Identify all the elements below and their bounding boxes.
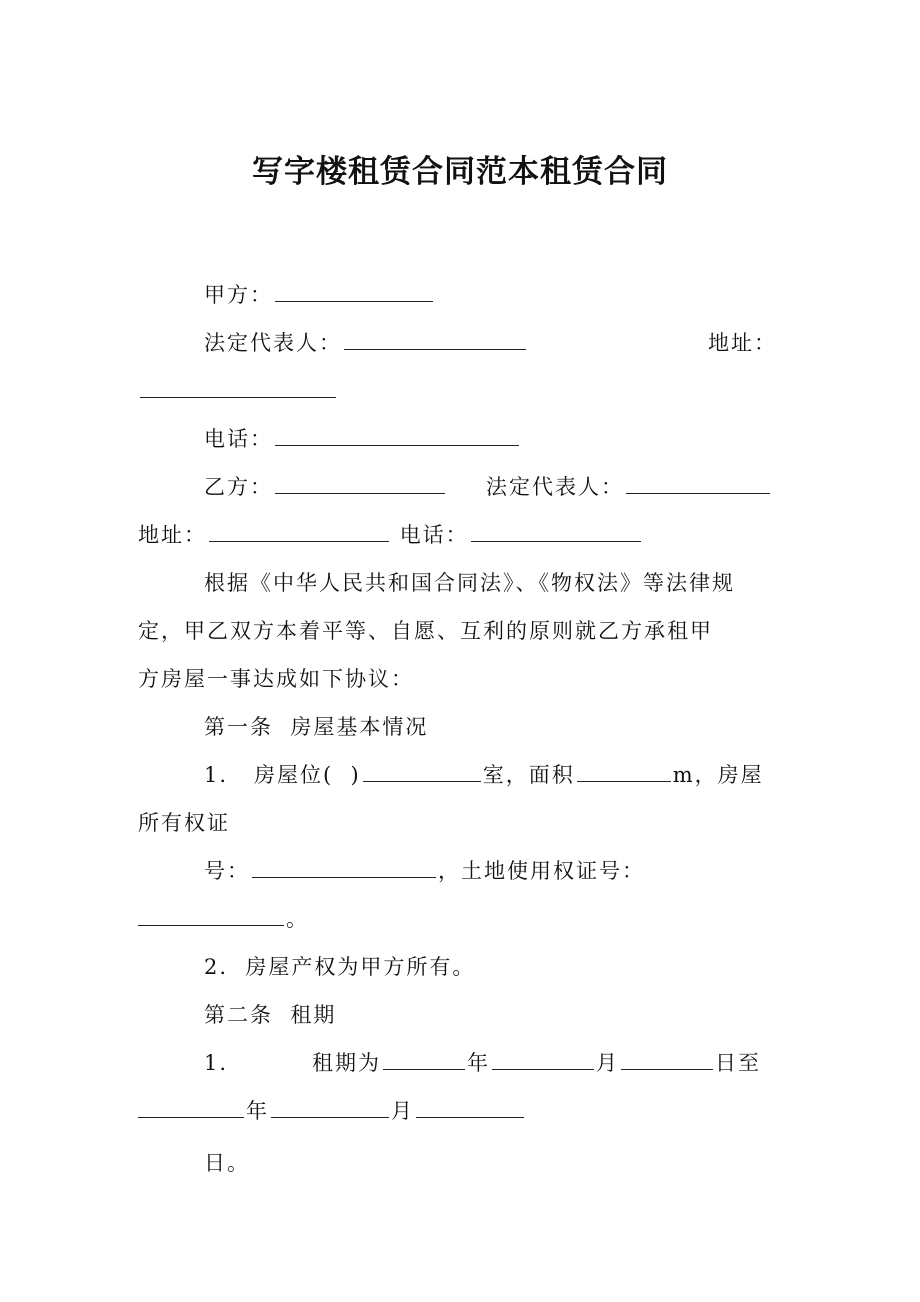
article-2-heading: 第二条 租期 xyxy=(204,1003,337,1027)
start-year-label: 年 xyxy=(467,1051,490,1075)
phone-a-blank xyxy=(275,424,519,446)
legal-rep-a-label: 法定代表人： xyxy=(204,331,342,355)
end-day-blank xyxy=(416,1096,524,1118)
article-1-heading: 第一条 房屋基本情况 xyxy=(204,715,429,739)
end-year-label: 年 xyxy=(246,1099,269,1123)
certificate-no-label: 号： xyxy=(204,859,250,883)
legal-rep-b-blank xyxy=(626,472,770,494)
phone-a-label: 电话： xyxy=(204,427,273,451)
address-a-label-line xyxy=(708,328,777,358)
phone-a-line xyxy=(204,424,521,454)
article-2-item-1-line-2 xyxy=(138,1096,526,1126)
start-month-blank xyxy=(492,1048,594,1070)
end-year-blank xyxy=(138,1096,244,1118)
article-1-item-1-line-4 xyxy=(138,904,309,934)
article-1-item-1 xyxy=(204,760,228,790)
party-b-label: 乙方： xyxy=(204,475,273,499)
land-cert-blank xyxy=(138,904,284,926)
start-month-label: 月 xyxy=(596,1051,619,1075)
land-cert-label: ，土地使用权证号： xyxy=(438,859,645,883)
address-a-blank-line xyxy=(138,376,338,406)
legal-rep-b-label: 法定代表人： xyxy=(486,475,624,499)
address-a-blank xyxy=(140,376,336,398)
start-day-to-label: 日至 xyxy=(715,1051,761,1075)
article-1-item-1-number: 1. xyxy=(204,763,229,787)
party-a-line xyxy=(204,280,435,310)
certificate-no-blank xyxy=(252,856,436,878)
article-2-item-1-line-3: 日。 xyxy=(204,1151,250,1175)
phone-b-label: 电话： xyxy=(399,523,469,547)
house-location-label: 房屋位( ) xyxy=(254,763,361,787)
preamble-line-1: 根据《中华人民共和国合同法》、《物权法》等法律规 xyxy=(204,571,735,595)
start-day-blank xyxy=(621,1048,713,1070)
start-year-blank xyxy=(383,1048,465,1070)
land-cert-end: 。 xyxy=(286,907,309,931)
room-blank xyxy=(363,760,481,782)
lease-term-label: 租期为 xyxy=(312,1051,381,1075)
legal-rep-a-blank xyxy=(344,328,526,350)
end-month-blank xyxy=(271,1096,389,1118)
document-title: 写字楼租赁合同范本租赁合同 xyxy=(252,154,668,190)
address-b-line xyxy=(138,520,643,550)
legal-rep-b-line xyxy=(486,472,772,502)
address-a-label: 地址： xyxy=(708,331,777,355)
article-1-item-1-text xyxy=(254,760,764,790)
article-1-item-1-line-3 xyxy=(204,856,645,886)
address-b-label: 地址： xyxy=(138,523,207,547)
article-1-item-2: 2. 房屋产权为甲方所有。 xyxy=(204,955,476,979)
area-label: 室，面积 xyxy=(482,763,575,787)
party-a-blank xyxy=(275,280,433,302)
party-b-line xyxy=(204,472,447,502)
end-month-label: 月 xyxy=(391,1099,414,1123)
preamble-line-3: 方房屋一事达成如下协议： xyxy=(138,667,414,691)
article-2-item-1-text xyxy=(312,1048,761,1078)
address-b-blank xyxy=(209,520,389,542)
party-a-label: 甲方： xyxy=(204,283,273,307)
preamble-line-2: 定，甲乙双方本着平等、自愿、互利的原则就乙方承租甲 xyxy=(138,619,713,643)
area-blank xyxy=(577,760,671,782)
area-unit-label: m，房屋 xyxy=(672,763,764,787)
article-2-item-1-number: 1. xyxy=(204,1051,229,1075)
party-b-blank xyxy=(275,472,445,494)
legal-rep-a-line xyxy=(204,328,528,358)
phone-b-blank xyxy=(471,520,641,542)
article-1-item-1-line-2: 所有权证 xyxy=(138,811,230,835)
